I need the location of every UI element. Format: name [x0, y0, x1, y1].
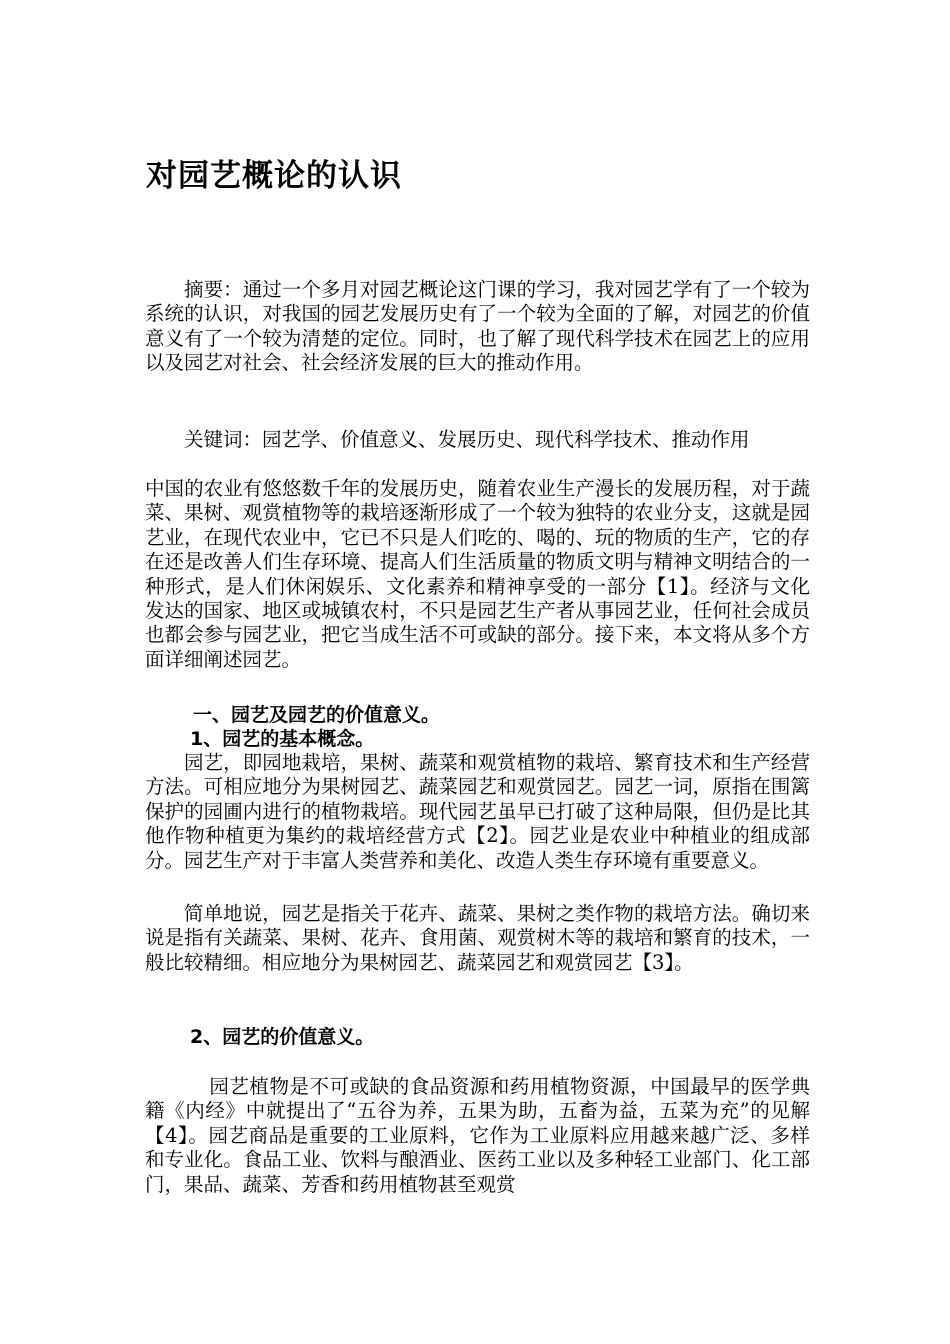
- document-title: 对园艺概论的认识: [146, 158, 402, 194]
- keywords-paragraph: 关键词：园艺学、价值意义、发展历史、现代科学技术、推动作用: [184, 428, 750, 451]
- subsection-1-paragraph-2: 简单地说，园艺是指关于花卉、蔬菜、果树之类作物的栽培方法。确切来说是指有关蔬菜、果树、花卉、食用菌、观赏树木等的栽培和繁育的技术，一般比较精细。相应地分为果树园艺、蔬菜园艺和观赏园艺【3】。: [145, 902, 810, 974]
- subsection-2-heading: 2、园艺的价值意义。: [190, 1026, 375, 1048]
- subsection-1-heading: 1、园艺的基本概念。: [190, 728, 375, 750]
- intro-paragraph: 中国的农业有悠悠数千年的发展历史，随着农业生产漫长的发展历程，对于蔬菜、果树、观赏植物等的栽培逐渐形成了一个较为独特的农业分支，这就是园艺业，在现代农业中，它已不只是人们吃的、喝的、玩的物质的生产，它的存在还是改善人们生存环境、提高人们生活质量的物质文明与精神文明结合的一种形式，是人们休闲娱乐、文化素养和精神享受的一部分【1】。经济与文化发达的国家、地区或城镇农村，不只是园艺生产者从事园艺业，任何社会成员也都会参与园艺业，把它当成生活不可或缺的部分。接下来，本文将从多个方面详细阐述园艺。: [145, 477, 810, 671]
- abstract-paragraph: 摘要：通过一个多月对园艺概论这门课的学习，我对园艺学有了一个较为系统的认识，对我国的园艺发展历史有了一个较为全面的了解，对园艺的价值意义有了一个较为清楚的定位。同时，也了解了现代科学技术在园艺上的应用以及园艺对社会、社会经济发展的巨大的推动作用。: [145, 278, 810, 375]
- section-1-heading: 一、园艺及园艺的价值意义。: [193, 704, 441, 726]
- subsection-2-paragraph-1: 园艺植物是不可或缺的食品资源和药用植物资源，中国最早的医学典籍《内经》中就提出了“五谷为养，五果为助，五畜为益，五菜为充”的见解【4】。园艺商品是重要的工业原料，它作为工业原料应用越来越广泛、多样和专业化。食品工业、饮料与酿酒业、医药工业以及多种轻工业部门、化工部门，果品、蔬菜、芳香和药用植物甚至观赏: [145, 1075, 810, 1196]
- subsection-1-paragraph-1: 园艺，即园地栽培，果树、蔬菜和观赏植物的栽培、繁育技术和生产经营方法。可相应地分为果树园艺、蔬菜园艺和观赏园艺。园艺一词，原指在围篱保护的园圃内进行的植物栽培。现代园艺虽早已打破了这种局限，但仍是比其他作物种植更为集约的栽培经营方式【2】。园艺业是农业中种植业的组成部分。园艺生产对于丰富人类营养和美化、改造人类生存环境有重要意义。: [145, 751, 810, 872]
